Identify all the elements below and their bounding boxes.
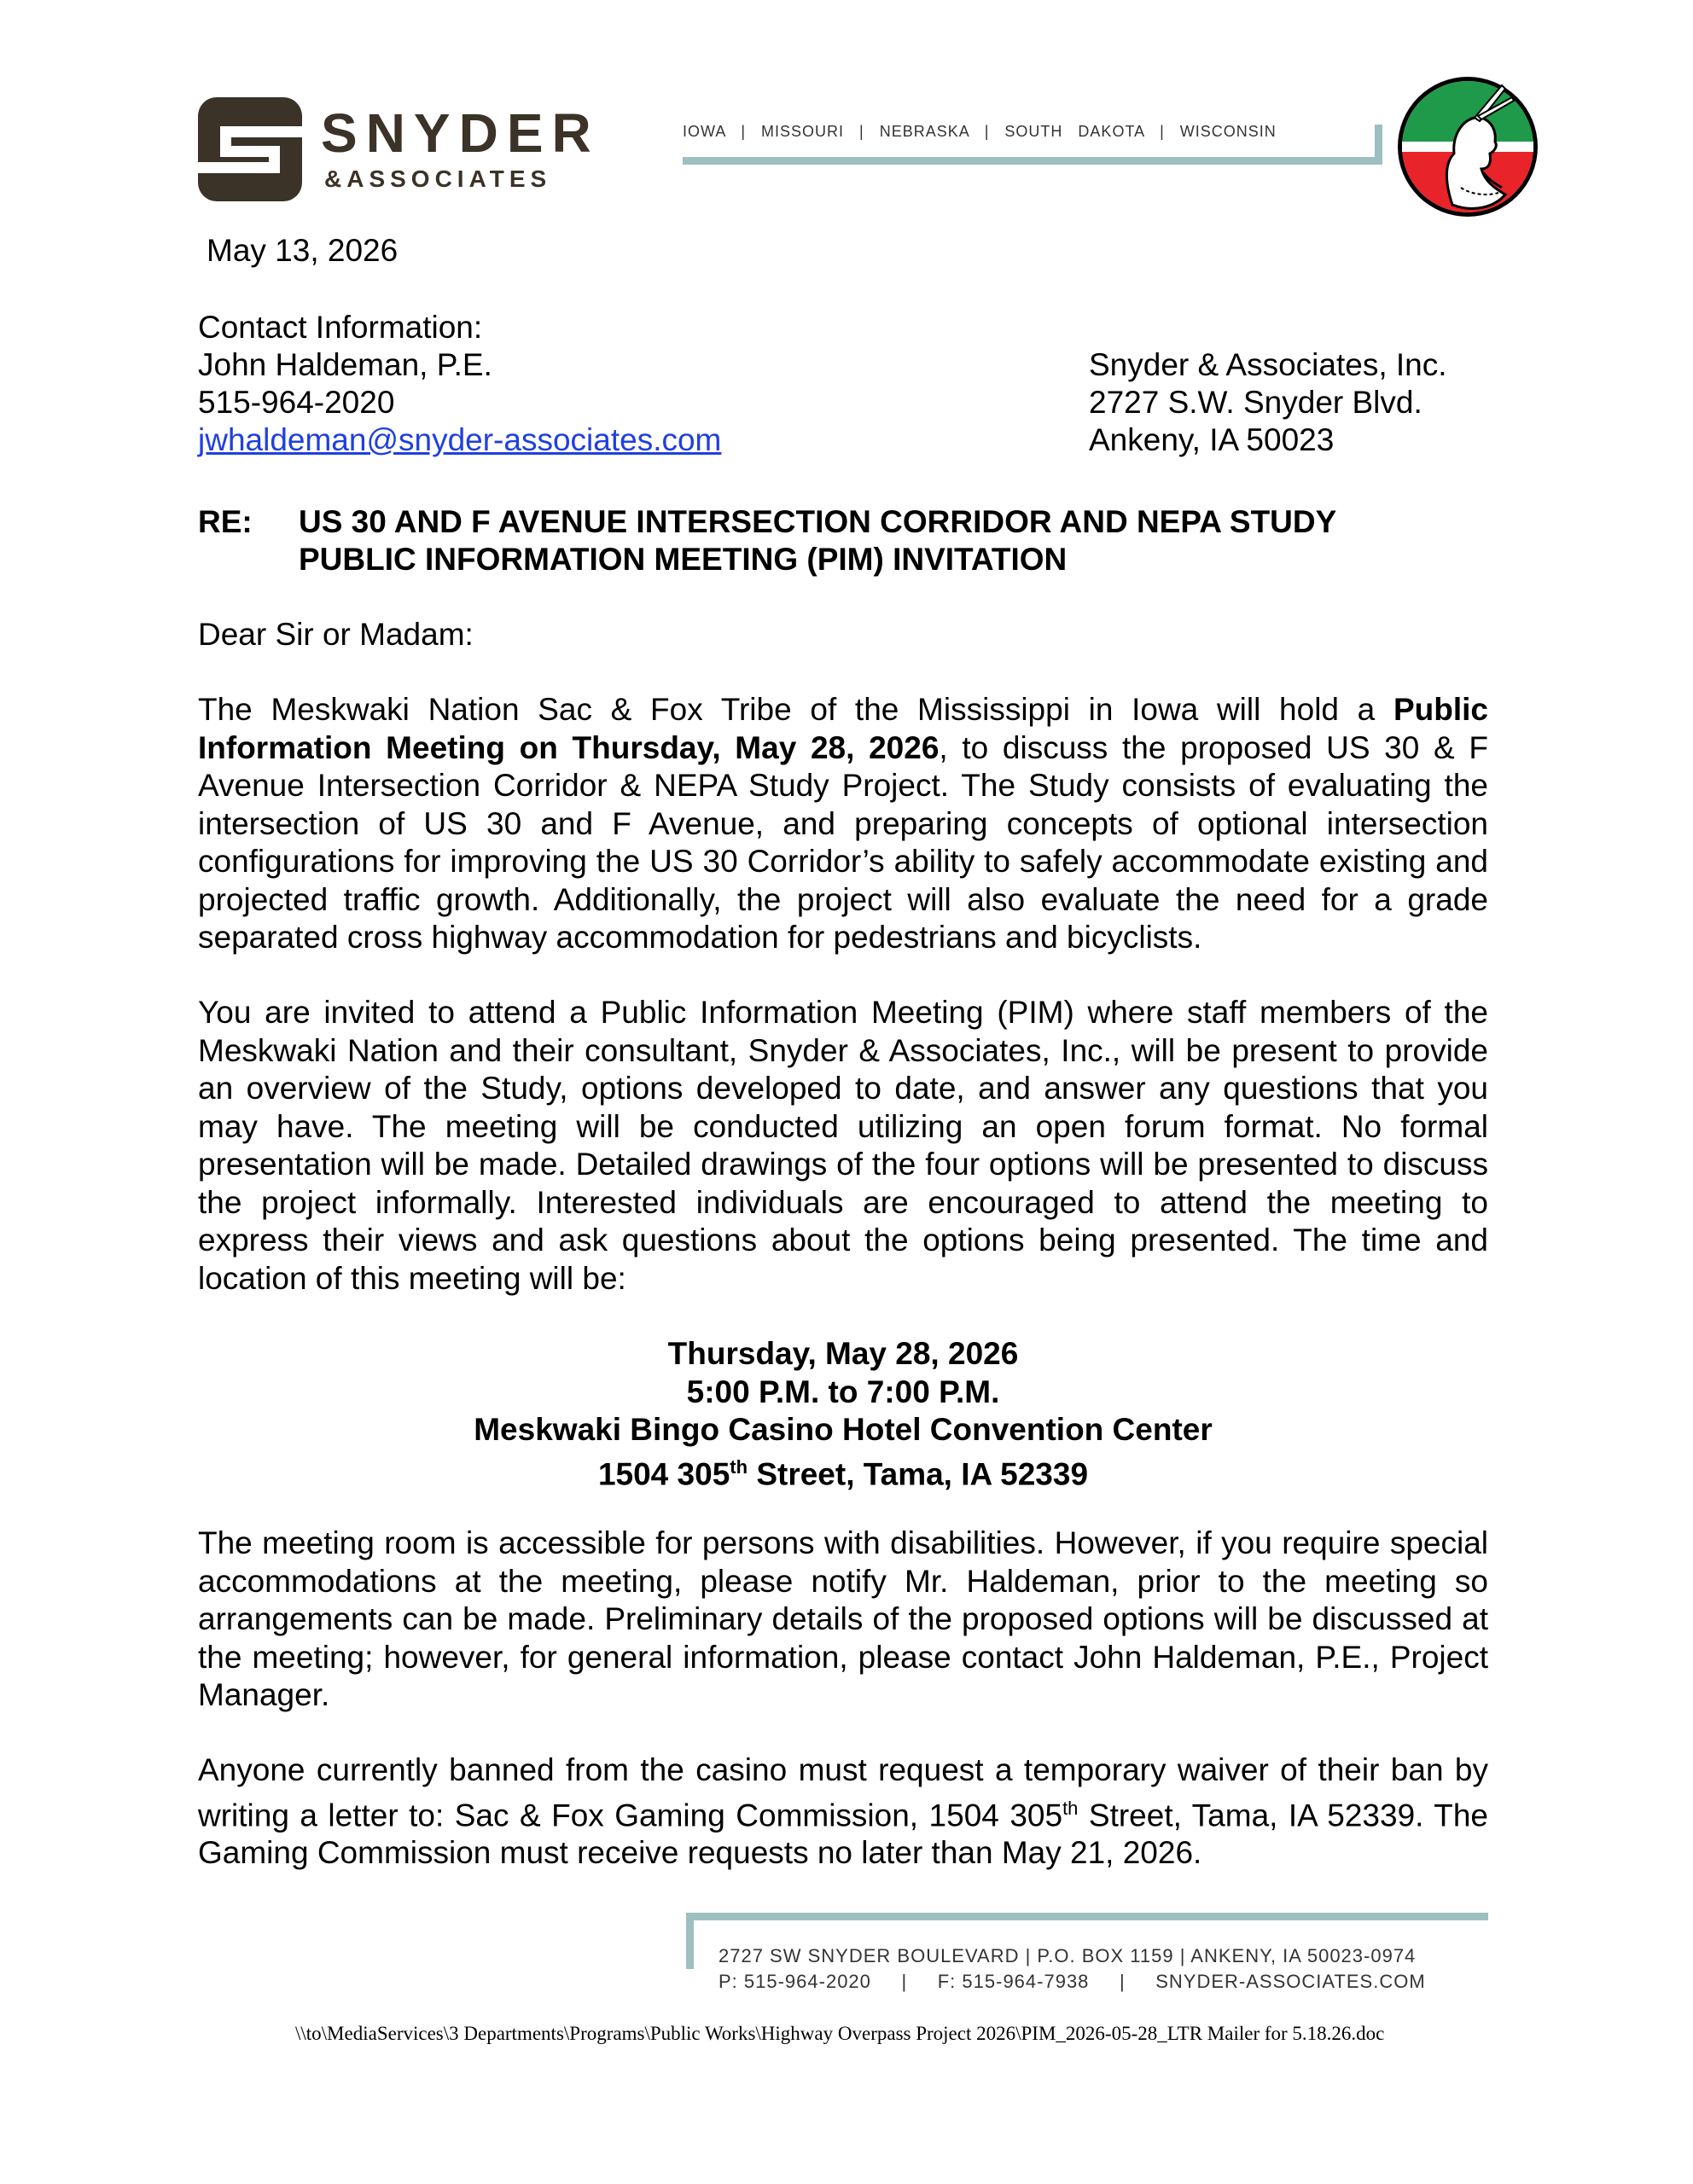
footer-divider <box>686 1913 1488 1920</box>
company-city: Ankeny, IA 50023 <box>1089 422 1335 457</box>
re-label: RE: <box>198 504 253 539</box>
logo-name: SNYDER <box>321 102 600 164</box>
contact-heading: Contact Information: <box>198 310 483 345</box>
para4-text-a: Anyone currently banned from the casino must request a temporary waiver of their ban by writing a letter to: Sac & Fox Gaming Commission, 1504 305 <box>198 1752 1488 1833</box>
header-divider <box>683 157 1382 165</box>
header-divider-end <box>1375 125 1382 164</box>
meeting-day: Thursday, May 28, 2026 <box>667 1336 1019 1371</box>
document-file-path: \\to\MediaServices\3 Departments\Programs\Public Works\Highway Overpass Project 2026\PIM_2026-05-28_LTR Mailer for 5.18.26.doc <box>295 2023 1385 2044</box>
logo-subtitle: &ASSOCIATES <box>324 166 552 192</box>
footer-address: 2727 SW SNYDER BOULEVARD | P.O. BOX 1159 | ANKENY, IA 50023-0974 <box>719 1945 1417 1966</box>
meeting-address-a: 1504 305 <box>597 1456 730 1492</box>
paragraph-invitation: You are invited to attend a Public Information Meeting (PIM) where staff members of the Meskwaki Nation and their consultant, Snyder & Associates, Inc., will be present to provide an overview of the Study, options developed to date, and answer any questions that you may have. The meeting will be conducted utilizing an open forum format. No formal presentation will be made. Detailed drawings of the four options will be presented to discuss the project informally. Interested individuals are encouraged to attend the meeting to express their views and ask questions about the options being presented. The time and location of this meeting will be: <box>198 995 1488 1296</box>
snyder-logo-mark-icon <box>198 97 302 201</box>
contact-email-link[interactable]: jwhaldeman@snyder-associates.com <box>198 422 722 457</box>
contact-name: John Haldeman, P.E. <box>198 347 492 382</box>
letter-date: May 13, 2026 <box>207 233 399 268</box>
para1-text-c: , to discuss the proposed US 30 & F Avenue Intersection Corridor & NEPA Study Project. The Study consists of evaluating the intersection of US 30 and F Avenue, and preparing concepts of optional intersection configurations for improving the US 30 Corridor’s ability to safely accommodate existing and projected traffic growth. Additionally, the project will also evaluate the need for a grade separated cross highway accommodation for pedestrians and bicyclists. <box>198 729 1488 955</box>
re-line-2: PUBLIC INFORMATION MEETING (PIM) INVITATION <box>299 542 1068 577</box>
meskwaki-seal-icon <box>1393 68 1546 222</box>
footer-divider-start <box>686 1913 694 1969</box>
para1-meeting-highlight: Public Information Meeting on Thursday, May 28, 2026 <box>198 692 1488 765</box>
para1-text-a: The Meskwaki Nation Sac & Fox Tribe of the Mississippi in Iowa will hold a <box>198 692 1393 727</box>
states-list: IOWA | MISSOURI | NEBRASKA | SOUTH DAKOTA | WISCONSIN <box>683 123 1277 140</box>
paragraph-casino-ban <box>198 1751 1488 1873</box>
contact-phone: 515-964-2020 <box>198 385 395 420</box>
re-line-1: US 30 AND F AVENUE INTERSECTION CORRIDOR AND NEPA STUDY <box>299 504 1337 539</box>
salutation: Dear Sir or Madam: <box>198 617 474 652</box>
meeting-address-sup: th <box>730 1456 748 1478</box>
para4-text-b: Street, Tama, IA 52339. The Gaming Commission must receive requests no later than May 21, 2026. <box>198 1797 1488 1871</box>
meeting-address-b: Street, Tama, IA 52339 <box>748 1456 1089 1492</box>
meeting-address <box>198 1449 1488 1494</box>
company-name: Snyder & Associates, Inc. <box>1089 347 1447 382</box>
footer-contact: P: 515-964-2020 | F: 515-964-7938 | SNYDER-ASSOCIATES.COM <box>719 1971 1426 1992</box>
paragraph-accessibility: The meeting room is accessible for persons with disabilities. However, if you require special accommodations at the meeting, please notify Mr. Haldeman, prior to the meeting so arrangements can be made. Preliminary details of the proposed options will be discussed at the meeting; however, for general information, please contact John Haldeman, P.E., Project Manager. <box>198 1525 1488 1712</box>
paragraph-intro <box>198 691 1488 957</box>
company-street: 2727 S.W. Snyder Blvd. <box>1089 385 1422 420</box>
para4-sup: th <box>1062 1797 1079 1819</box>
snyder-logo <box>198 97 600 201</box>
meeting-venue: Meskwaki Bingo Casino Hotel Convention Center <box>474 1412 1213 1447</box>
meeting-time: 5:00 P.M. to 7:00 P.M. <box>686 1374 1000 1409</box>
